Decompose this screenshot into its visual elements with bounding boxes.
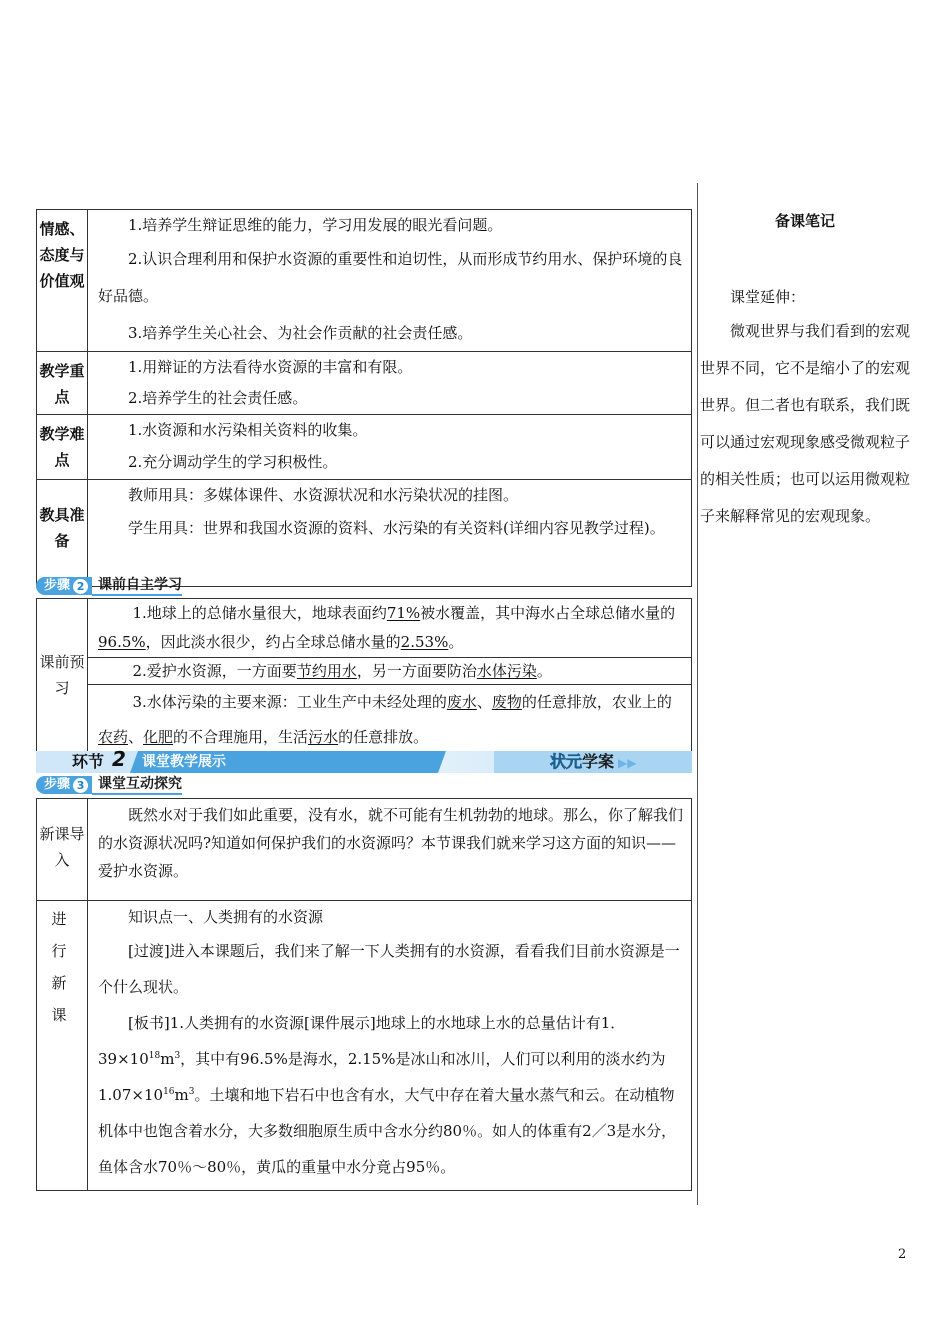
answer-blank: 废水 xyxy=(446,693,477,711)
page-number: 2 xyxy=(898,1247,907,1262)
answer-blank: 污水 xyxy=(308,728,339,746)
answer-blank: 96.5% xyxy=(98,633,146,651)
row-content-intro xyxy=(88,799,692,901)
step2-title: 课前自主学习 xyxy=(92,576,182,596)
difficulty-item: 2.充分调动学生的学习积极性。 xyxy=(128,453,338,471)
step2-number: 2 xyxy=(73,579,88,594)
answer-blank: 水体污染 xyxy=(476,662,537,680)
objective-item: 1.培养学生辩证思维的能力，学习用发展的眼光看问题。 xyxy=(128,216,503,234)
row-content-attitude xyxy=(88,210,692,352)
answer-blank: 2.53% xyxy=(400,633,449,651)
section-banner xyxy=(36,747,692,773)
step3-title: 课堂互动探究 xyxy=(92,775,182,795)
margin-divider xyxy=(697,183,698,1205)
step2-header xyxy=(36,576,182,596)
answer-blank: 节约用水 xyxy=(296,662,357,680)
row-new-lesson xyxy=(37,901,692,1191)
answer-blank: 71% xyxy=(386,604,421,622)
transition-text: [过渡]进入本课题后，我们来了解一下人类拥有的水资源，看看我们目前水资源是一个什么现状。 xyxy=(98,942,680,996)
row-materials xyxy=(37,480,692,587)
objectives-table xyxy=(36,209,692,587)
notes-heading: 备课笔记 xyxy=(774,212,835,230)
material-item: 教师用具：多媒体课件、水资源状况和水污染状况的挂图。 xyxy=(128,486,519,504)
row-preview xyxy=(37,599,692,756)
step3-number: 3 xyxy=(73,778,88,793)
board-text: [板书]1.人类拥有的水资源[课件展示]地球上的水地球上水的总量估计有1．$39\times 10^{18}m^3$，其中有96.5%是海水，2.15%是冰山和冰川，人们可以利用的淡水约为$1.07\times 10^{16}m^3$。土壤和地下岩石中也含有水，大气中存在着大量水蒸气和云。在动植物机体中也饱含着水分，大多数细胞原生质中含水分约80％。如人的体重有2／3是水分，鱼体含水70％～80％，黄瓜的重量中水分竟占95％。 xyxy=(98,1014,677,1176)
key-point-item: 2.培养学生的社会责任感。 xyxy=(128,389,308,407)
section-banner-number: 2 xyxy=(112,747,126,771)
material-item: 学生用具：世界和我国水资源的资料、水污染的有关资料(详细内容见教学过程)。 xyxy=(128,519,665,537)
objective-item: 3.培养学生关心社会、为社会作贡献的社会责任感。 xyxy=(128,324,473,342)
row-difficulties xyxy=(37,415,692,480)
double-arrow-icon: ▶▶ xyxy=(618,756,637,770)
lesson-notes-sidebar xyxy=(700,205,910,535)
step3-pill: 步骤 3 xyxy=(36,776,92,794)
row-content-materials xyxy=(88,480,692,587)
row-label-attitude: 情感、态度与价值观 xyxy=(37,210,88,352)
row-content-difficulties xyxy=(88,415,692,480)
notes-subheading: 课堂延伸： xyxy=(730,288,806,306)
key-point-item: 1.用辩证的方法看待水资源的丰富和有限。 xyxy=(128,358,413,376)
preview-question-3: 3.水体污染的主要来源：工业生产中未经处理的废水、废物的任意排放，农业上的农药、化肥的不合理施用，生活污水的任意排放。 xyxy=(98,693,672,746)
row-label-difficulties: 教学难点 xyxy=(37,415,88,480)
answer-blank: 废物 xyxy=(491,693,522,711)
row-content-preview xyxy=(88,599,692,756)
row-content-new-lesson xyxy=(88,901,692,1191)
difficulty-item: 1.水资源和水污染相关资料的收集。 xyxy=(128,421,368,439)
row-label-materials: 教具准备 xyxy=(37,480,88,587)
step2-pill: 步骤 2 xyxy=(36,577,92,595)
section-banner-brand: 状元学案 ▶▶ xyxy=(494,751,692,773)
step3-header xyxy=(36,775,182,795)
row-label-new-lesson: 进行新课 xyxy=(37,901,88,1191)
row-label-key-points: 教学重点 xyxy=(37,352,88,415)
intro-text: 既然水对于我们如此重要，没有水，就不可能有生机勃勃的地球。那么，你了解我们的水资源状况吗?知道如何保护我们的水资源吗？本节课我们就来学习这方面的知识——爱护水资源。 xyxy=(98,806,684,880)
preview-question-1: 1.地球上的总储水量很大，地球表面约71%被水覆盖，其中海水占全球总储水量的96.5%，因此淡水很少，约占全球总储水量的2.53%。 xyxy=(88,599,691,658)
section-banner-title: 课堂教学展示 xyxy=(130,751,446,773)
row-label-intro: 新课导入 xyxy=(37,799,88,901)
objective-item: 2.认识合理利用和保护水资源的重要性和迫切性，从而形成节约用水、保护环境的良好品德。 xyxy=(98,250,683,305)
answer-blank: 化肥 xyxy=(143,728,174,746)
notes-body: 微观世界与我们看到的宏观世界不同，它不是缩小了的宏观世界。但二者也有联系，我们既可以通过宏观现象感受微观粒子的相关性质；也可以运用微观粒子来解释常见的宏观现象。 xyxy=(700,322,911,525)
row-label-preview: 课前预习 xyxy=(37,599,88,756)
row-content-key-points xyxy=(88,352,692,415)
answer-blank: 农药 xyxy=(98,728,129,746)
knowledge-point-heading: 知识点一、人类拥有的水资源 xyxy=(128,908,324,926)
preview-table xyxy=(36,598,692,756)
preview-question-2: 2.爱护水资源，一方面要节约用水，另一方面要防治水体污染。 xyxy=(88,658,691,685)
lesson-table xyxy=(36,798,692,1191)
section-banner-label: 环节 xyxy=(36,751,110,773)
row-key-points xyxy=(37,352,692,415)
row-intro xyxy=(37,799,692,901)
row-attitude xyxy=(37,210,692,352)
